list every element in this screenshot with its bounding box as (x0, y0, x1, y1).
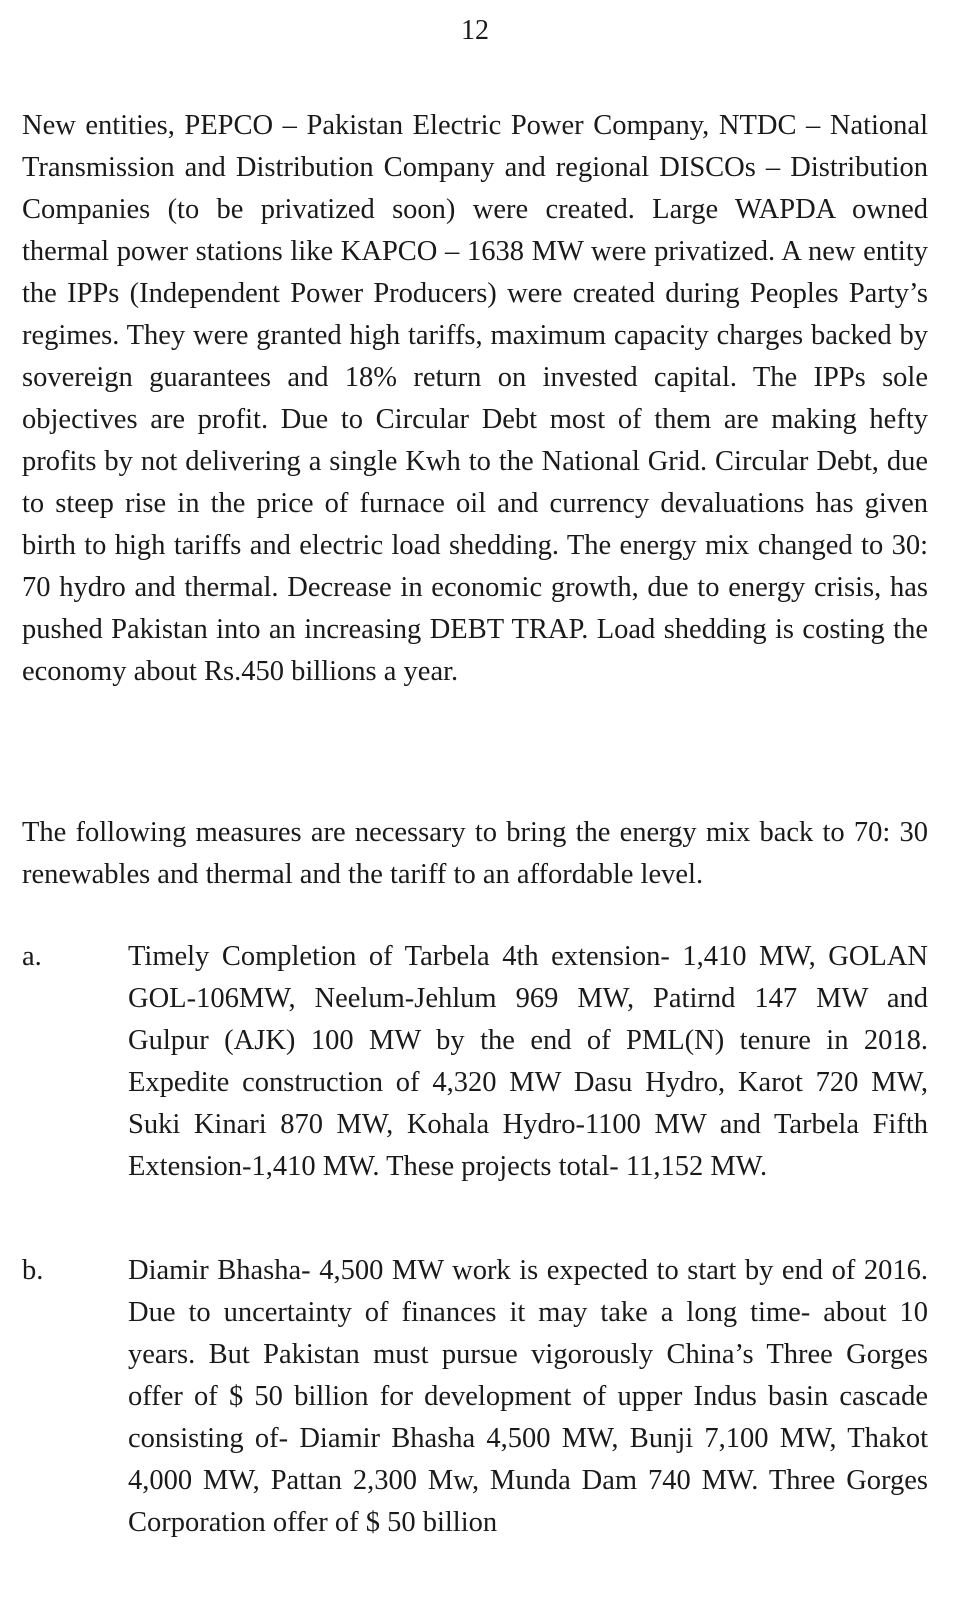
paragraph-energy-history: New entities, PEPCO – Pakistan Electric Power Company, NTDC – National Transmission and Distribution Company and regional DISCOs – Distribution Companies (to be privatized soon) were created. Large WAPDA owned thermal power stations like KAPCO – 1638 MW were privatized. A new entity the IPPs (Independent Power Producers) were created during Peoples Party’s regimes. They were granted high tariffs, maximum capacity charges backed by sovereign guarantees and 18% return on invested capital. The IPPs sole objectives are profit. Due to Circular Debt most of them are making hefty profits by not delivering a single Kwh to the National Grid. Circular Debt, due to steep rise in the price of furnace oil and currency devaluations has given birth to high tariffs and electric load shedding. The energy mix changed to 30: 70 hydro and thermal. Decrease in economic growth, due to energy crisis, has pushed Pakistan into an increasing DEBT TRAP. Load shedding is costing the economy about Rs.450 billions a year. (22, 110, 928, 687)
list-marker: b. (22, 1255, 44, 1286)
list-marker: a. (22, 941, 42, 972)
paragraph-measures-intro: The following measures are necessary to bring the energy mix back to 70: 30 renewables and thermal and the tariff to an affordable level. (22, 817, 928, 890)
page-number: 12 (461, 15, 489, 46)
list-item-text: Timely Completion of Tarbela 4th extension- 1,410 MW, GOLAN GOL-106MW, Neelum-Jehlum 969 MW, Patirnd 147 MW and Gulpur (AJK) 100 MW by the end of PML(N) tenure in 2018. Expedite construction of 4,320 MW Dasu Hydro, Karot 720 MW, Suki Kinari 870 MW, Kohala Hydro-1100 MW and Tarbela Fifth Extension-1,410 MW. These projects total- 11,152 MW. (128, 941, 928, 1182)
list-item-text: Diamir Bhasha- 4,500 MW work is expected to start by end of 2016. Due to uncertainty of finances it may take a long time- about 10 years. But Pakistan must pursue vigorously China’s Three Gorges offer of $ 50 billion for development of upper Indus basin cascade consisting of- Diamir Bhasha 4,500 MW, Bunji 7,100 MW, Thakot 4,000 MW, Pattan 2,300 Mw, Munda Dam 740 MW. Three Gorges Corporation offer of $ 50 billion (128, 1255, 928, 1538)
